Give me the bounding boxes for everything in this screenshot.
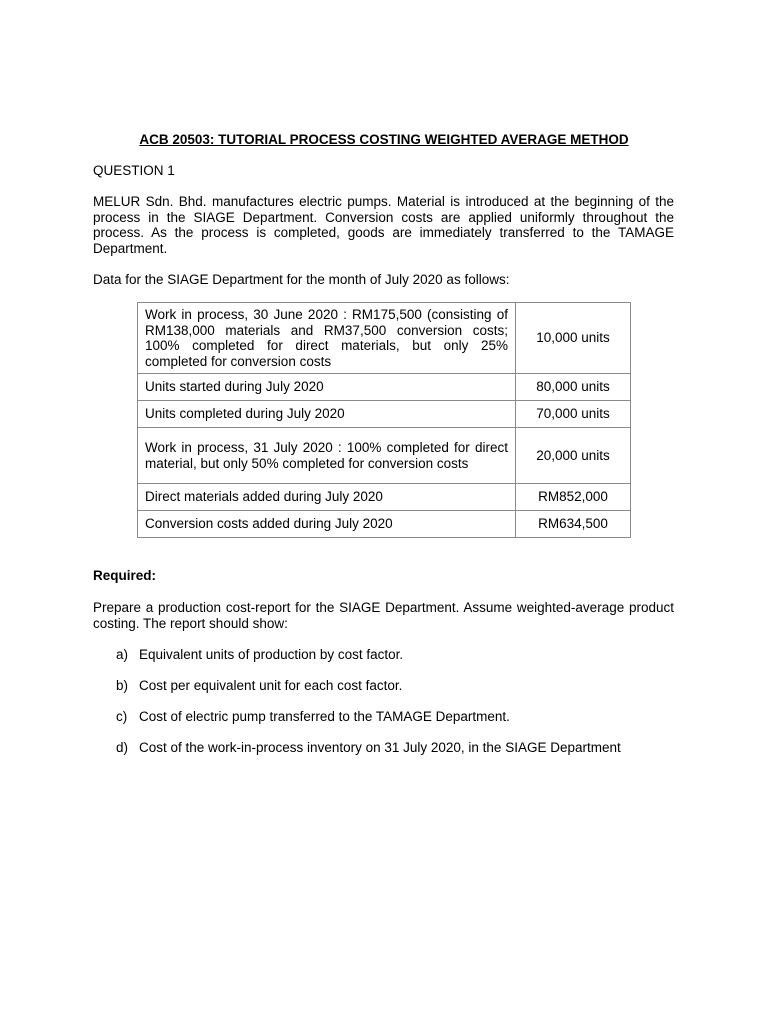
document-title: ACB 20503: TUTORIAL PROCESS COSTING WEIGHTED AVERAGE METHOD [139, 132, 629, 147]
table-row [138, 511, 631, 538]
required-heading: Required: [93, 568, 157, 583]
list-item-label: b) [116, 678, 129, 693]
intro-paragraph: MELUR Sdn. Bhd. manufactures electric pumps. Material is introduced at the beginning of the process in the SIAGE Department. Conversion costs are applied uniformly throughout the process. As the process is completed, goods are immediately transferred to the TAMAGE Department. [93, 194, 674, 256]
data-intro-paragraph: Data for the SIAGE Department for the month of July 2020 as follows: [93, 272, 510, 287]
table-cell-value: 70,000 units [516, 401, 631, 428]
table-cell-value: RM634,500 [516, 511, 631, 538]
table-row [138, 484, 631, 511]
table-cell-value: 20,000 units [516, 428, 631, 484]
table-row [138, 374, 631, 401]
list-item-text: Equivalent units of production by cost factor. [139, 647, 404, 662]
table-cell-value: 80,000 units [516, 374, 631, 401]
table-cell-value: RM852,000 [516, 484, 631, 511]
question-heading: QUESTION 1 [93, 163, 175, 178]
list-item-text: Cost of the work-in-process inventory on 31 July 2020, in the SIAGE Department [139, 740, 621, 755]
table-row [138, 428, 631, 484]
table-row [138, 401, 631, 428]
list-item-label: c) [116, 709, 128, 724]
list-item-text: Cost of electric pump transferred to the TAMAGE Department. [139, 709, 510, 724]
list-item [116, 647, 621, 678]
list-item-label: a) [116, 647, 129, 662]
table-cell-value: 10,000 units [516, 303, 631, 374]
list-item-label: d) [116, 740, 129, 755]
list-item-text: Cost per equivalent unit for each cost factor. [139, 678, 403, 693]
requirements-list [116, 647, 621, 771]
list-item [116, 709, 621, 740]
data-table [137, 302, 631, 538]
list-item [116, 678, 621, 709]
list-item [116, 740, 621, 771]
required-paragraph: Prepare a production cost-report for the SIAGE Department. Assume weighted-average product costing. The report should show: [93, 600, 674, 631]
table-row [138, 303, 631, 374]
table-cell-description: Work in process, 31 July 2020 : 100% completed for direct material, but only 50% completed for conversion costs [138, 428, 516, 484]
table-cell-description: Direct materials added during July 2020 [138, 484, 516, 511]
table-cell-description: Units started during July 2020 [138, 374, 516, 401]
table-cell-description: Units completed during July 2020 [138, 401, 516, 428]
table-cell-description: Conversion costs added during July 2020 [138, 511, 516, 538]
table-cell-description: Work in process, 30 June 2020 : RM175,500 (consisting of RM138,000 materials and RM37,500 conversion costs; 100% completed for direct materials, but only 25% completed for conversion costs [138, 303, 516, 374]
